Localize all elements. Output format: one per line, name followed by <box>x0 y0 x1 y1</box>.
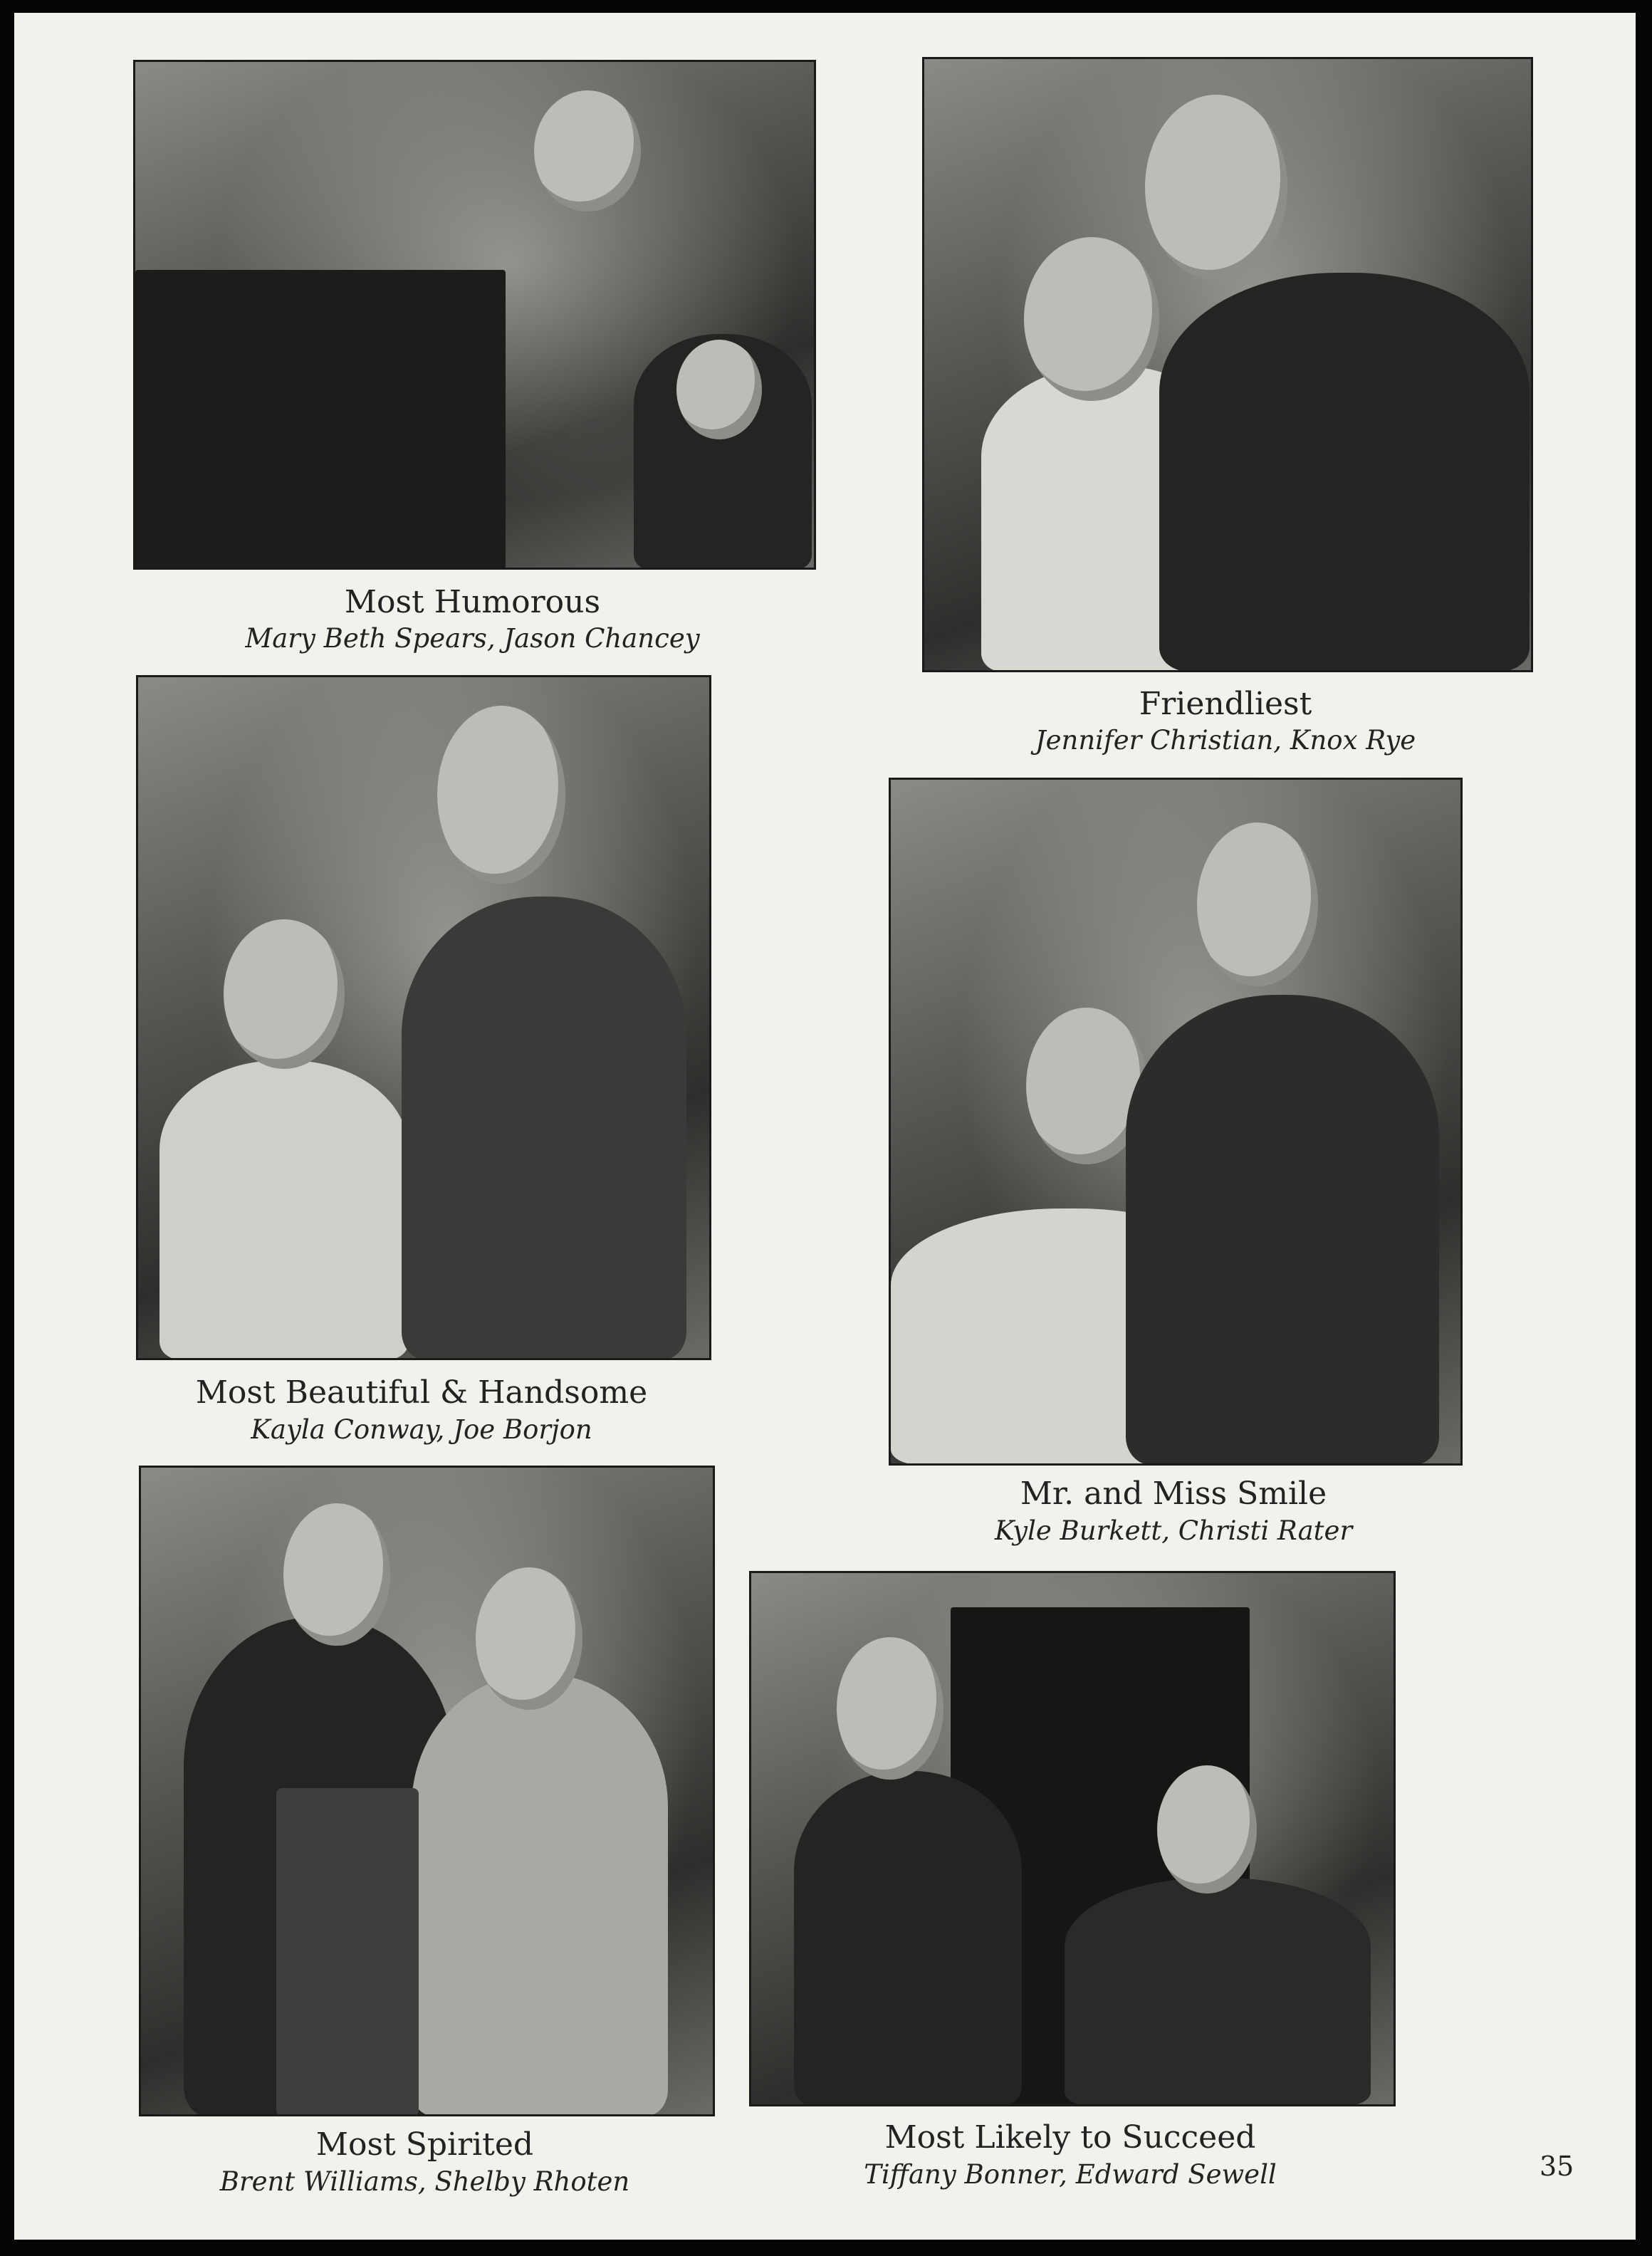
yearbook-page <box>14 13 1636 2240</box>
photo-most-spirited <box>139 1466 715 2116</box>
award-names: Brent Williams, Shelby Rhoten <box>219 2166 630 2197</box>
award-names: Kyle Burkett, Christi Rater <box>994 1515 1353 1546</box>
award-title: Mr. and Miss Smile <box>1020 1476 1327 1512</box>
photo-mr-miss-smile <box>889 778 1463 1466</box>
award-title: Most Likely to Succeed <box>884 2119 1256 2156</box>
photo-friendliest <box>922 57 1533 672</box>
page-number: 35 <box>1539 2151 1574 2182</box>
award-title: Most Beautiful & Handsome <box>195 1374 648 1411</box>
award-title: Most Humorous <box>344 584 601 620</box>
photo-most-humorous <box>133 60 816 570</box>
photo-most-beautiful-handsome <box>136 675 711 1360</box>
award-title: Most Spirited <box>315 2126 534 2163</box>
award-names: Kayla Conway, Joe Borjon <box>251 1414 592 1445</box>
award-names: Jennifer Christian, Knox Rye <box>1035 725 1416 756</box>
award-names: Tiffany Bonner, Edward Sewell <box>864 2159 1277 2190</box>
award-title: Friendliest <box>1139 686 1312 722</box>
award-names: Mary Beth Spears, Jason Chancey <box>245 623 700 654</box>
photo-most-likely-to-succeed <box>749 1571 1396 2106</box>
